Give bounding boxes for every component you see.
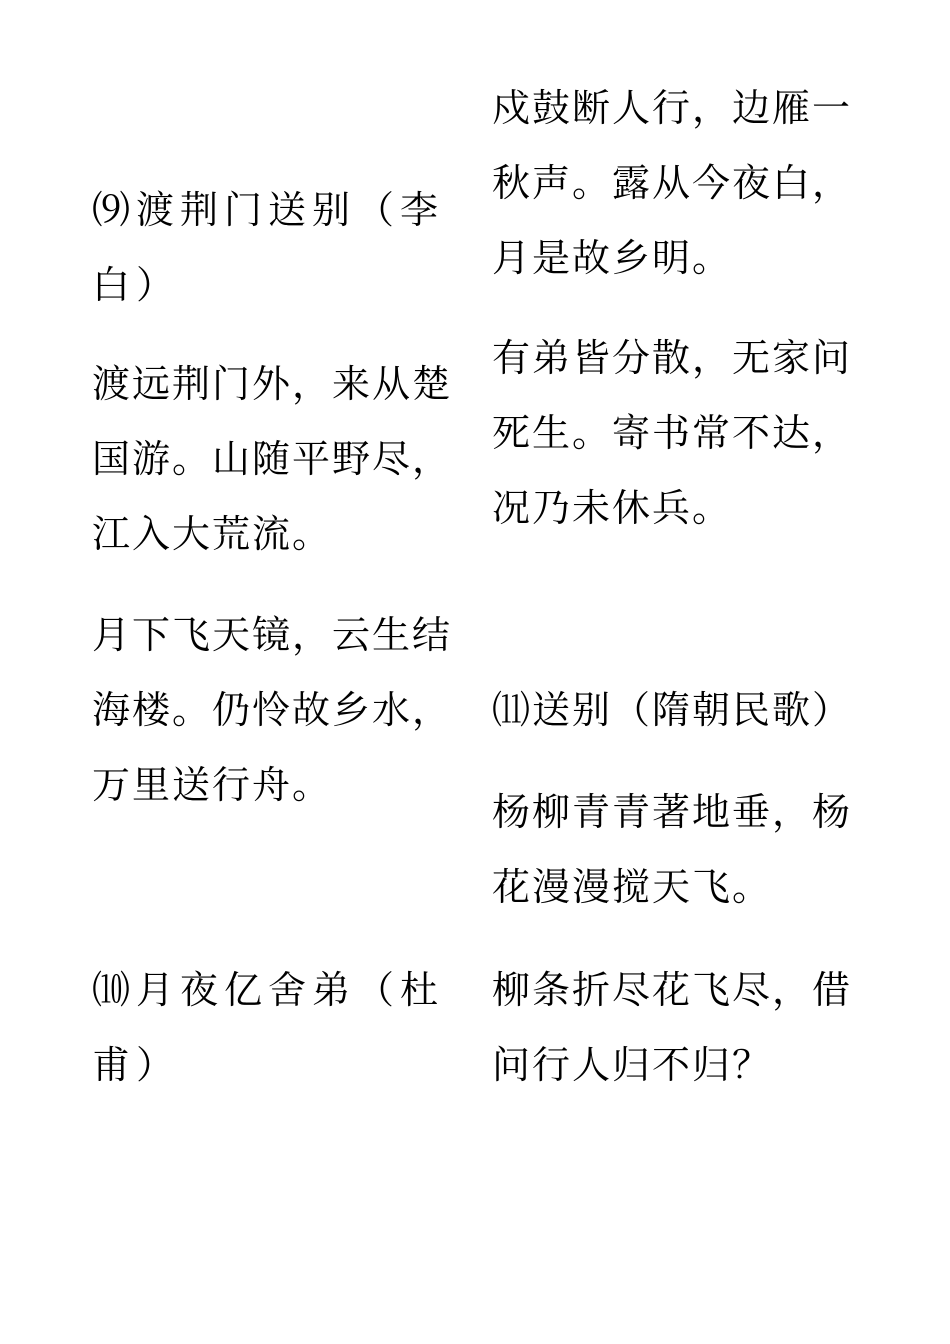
poem10-stanza1-line-1: 戍鼓断人行，边雁一 <box>492 86 853 130</box>
poem10-title-line-2: 甫） <box>92 1043 181 1087</box>
poem11-stanza1-line-1: 杨柳青青著地垂，杨 <box>492 790 853 834</box>
poem9-title-line-1: ⑼渡荆门送别（李 <box>92 188 445 232</box>
poem9-title-line-2: 白） <box>92 263 181 307</box>
poem11-stanza1-line-2: 花漫漫搅天飞。 <box>492 865 773 909</box>
poem10-stanza2-line-3: 况乃未休兵。 <box>492 486 733 530</box>
poem10-stanza2-line-2: 死生。寄书常不达， <box>492 411 853 455</box>
poem10-stanza1-line-3: 月是故乡明。 <box>492 236 733 280</box>
poem10-title-line-1: ⑽月夜亿舍弟（杜 <box>92 968 445 1012</box>
poem9-stanza2-line-1: 月下飞天镜，云生结 <box>92 613 453 657</box>
poem10-stanza2-line-1: 有弟皆分散，无家问 <box>492 336 853 380</box>
poem11-stanza2-line-1: 柳条折尽花飞尽，借 <box>492 968 853 1012</box>
poem9-stanza1-line-2: 国游。山随平野尽， <box>92 437 453 481</box>
poem11-stanza2-line-2: 问行人归不归？ <box>492 1043 773 1087</box>
poem9-stanza2-line-3: 万里送行舟。 <box>92 763 333 807</box>
poem11-title: ⑾送别（隋朝民歌） <box>492 688 853 732</box>
poem10-stanza1-line-2: 秋声。露从今夜白， <box>492 161 853 205</box>
poem9-stanza1-line-1: 渡远荆门外，来从楚 <box>92 362 453 406</box>
poem9-stanza1-line-3: 江入大荒流。 <box>92 512 333 556</box>
poem9-stanza2-line-2: 海楼。仍怜故乡水， <box>92 688 453 732</box>
